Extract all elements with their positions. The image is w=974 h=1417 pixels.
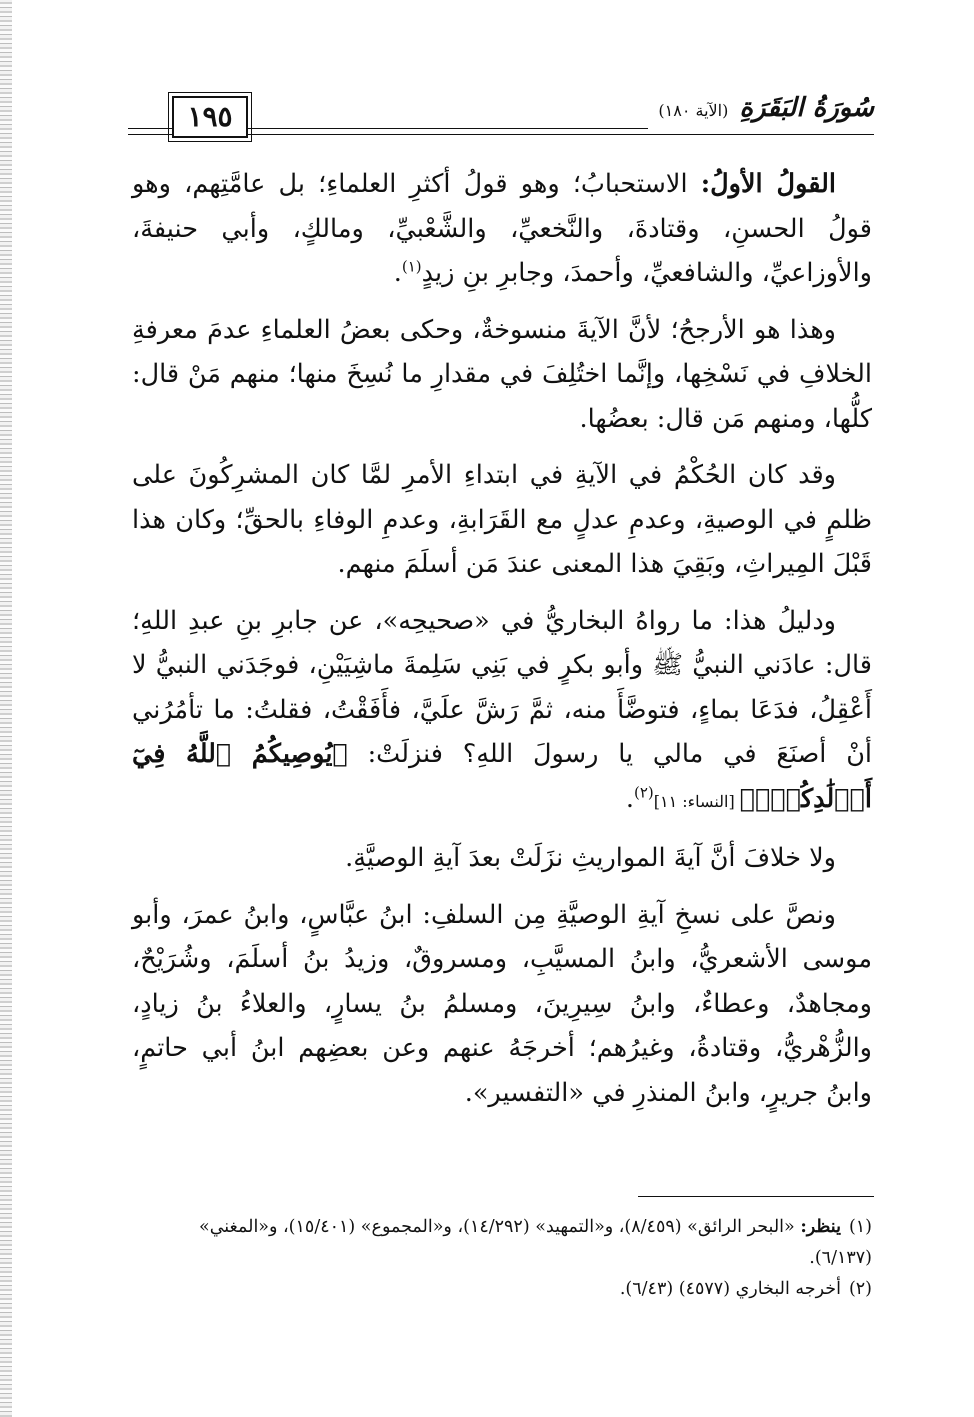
- page-number: ١٩٥: [172, 96, 248, 138]
- paragraph: [132, 599, 872, 825]
- paragraph-lead: القولُ الأولُ:: [700, 169, 836, 199]
- footnote: [132, 1212, 872, 1274]
- footnote-marker: (٢): [633, 783, 654, 801]
- footnote-number: (٢): [848, 1279, 872, 1299]
- paragraph-end: .: [393, 258, 402, 288]
- main-text: [132, 162, 872, 1115]
- paragraph-text: الاستحبابُ؛ وهو قولُ أكثرِ العلماءِ؛ بل عامَّتِهم، وهو قولُ الحسنِ، وقتادةَ، والنَّخعيِّ، والشَّعْبيِّ، ومالكٍ، وأبي حنيفةَ، والأوزاعيِّ، والشافعيِّ، وأحمدَ، وجابرِ بنِ زيدٍ: [132, 169, 872, 288]
- surah-name: سُورَةُ البَقَرَةِ: [739, 93, 874, 123]
- footnote-divider: [638, 1196, 874, 1197]
- paragraph: وقد كان الحُكْمُ في الآيةِ في ابتداءِ الأمرِ لمَّا كان المشرِكُونَ على ظلمٍ في الوصيةِ، وعدمِ عدلٍ مع القَرَابةِ، وعدمِ الوفاءِ بالحقِّ؛ وكان هذا قَبْلَ المِيراثِ، وبَقِيَ هذا المعنى عندَ مَن أسلَمَ منهم.: [132, 460, 872, 579]
- page-header: [128, 88, 874, 150]
- footnote-number: (١): [848, 1217, 872, 1237]
- footnote: [132, 1274, 872, 1305]
- paragraph: [132, 162, 872, 296]
- paragraph-text: ودليلُ هذا: ما رواهُ البخاريُّ في «صحيحِه»، عن جابرِ بنِ عبدِ اللهِ؛ قال: عادَني النبيُّ ﷺ وأبو بكرٍ في بَنِي سَلِمةَ ماشِيَيْنِ، فوجَدَني النبيُّ لا أَعْقِلُ، فدَعَا بماءٍ، فتوضَّأَ منه، ثمَّ رَشَّ علَيَّ، فأَفَقْتُ، فقلتُ: ما تأمُرُني أنْ أصنَعَ في مالي يا رسولَ اللهِ؟ فنزلَتْ:: [132, 605, 873, 769]
- verse-reference: [النساء: ١١]: [653, 791, 740, 811]
- paragraph: وهذا هو الأرجحُ؛ لأنَّ الآيةَ منسوخةٌ، وحكى بعضُ العلماءِ عدمَ معرفةِ الخلافِ في نَسْخِها، وإنَّما اختُلِفَ في مقدارِ ما نُسِخَ منها؛ منهم مَنْ قال: كلُّها، ومنهم مَن قال: بعضُها.: [132, 314, 872, 434]
- scan-edge: [0, 0, 12, 1417]
- footnote-text: «البحر الرائق» (٨/٤٥٩)، و«التمهيد» (١٤/٢٩٢)، و«المجموع» (١٥/٤٠١)، و«المغني» (٦/١٣٧).: [198, 1217, 872, 1268]
- footnote-text: أخرجه البخاري (٤٥٧٧) (٦/٤٣).: [619, 1279, 841, 1299]
- quran-verse: ﴿يُوصِيكُمُ ٱللَّهُ فِيٓ أَوۡلَٰدِكُمۡۖ﴾: [132, 739, 872, 814]
- footnote-lead: ينظر:: [800, 1217, 841, 1237]
- ayah-reference: (الآية ١٨٠): [658, 101, 729, 120]
- footnotes: [132, 1212, 872, 1305]
- footnote-marker: (١): [401, 257, 422, 276]
- paragraph-end: .: [625, 783, 634, 814]
- surah-title: [648, 90, 874, 129]
- paragraph: ولا خلافَ أنَّ آيةَ المواريثِ نزَلَتْ بعدَ آيةِ الوصيَّةِ.: [345, 843, 836, 873]
- paragraph: ونصَّ على نسخِ آيةِ الوصيَّةِ مِن السلفِ: ابنُ عبَّاسٍ، وابنُ عمرَ، وأبو موسى الأشعريُّ، وابنُ المسيَّبِ، ومسروقٌ، وزيدُ بنُ أسلَمَ، وشُرَيْحٌ، ومجاهدٌ، وعطاءٌ، وابنُ سِيرِينَ، ومسلمُ بنُ يسارٍ، والعلاءُ بنُ زيادٍ، والزُّهْريُّ، وقتادةُ، وغيرُهم؛ أخرجَهُ عنهم وعن بعضِهم ابنُ أبي حاتمٍ، وابنُ جريرٍ، وابنُ المنذرِ في «التفسير».: [132, 899, 872, 1108]
